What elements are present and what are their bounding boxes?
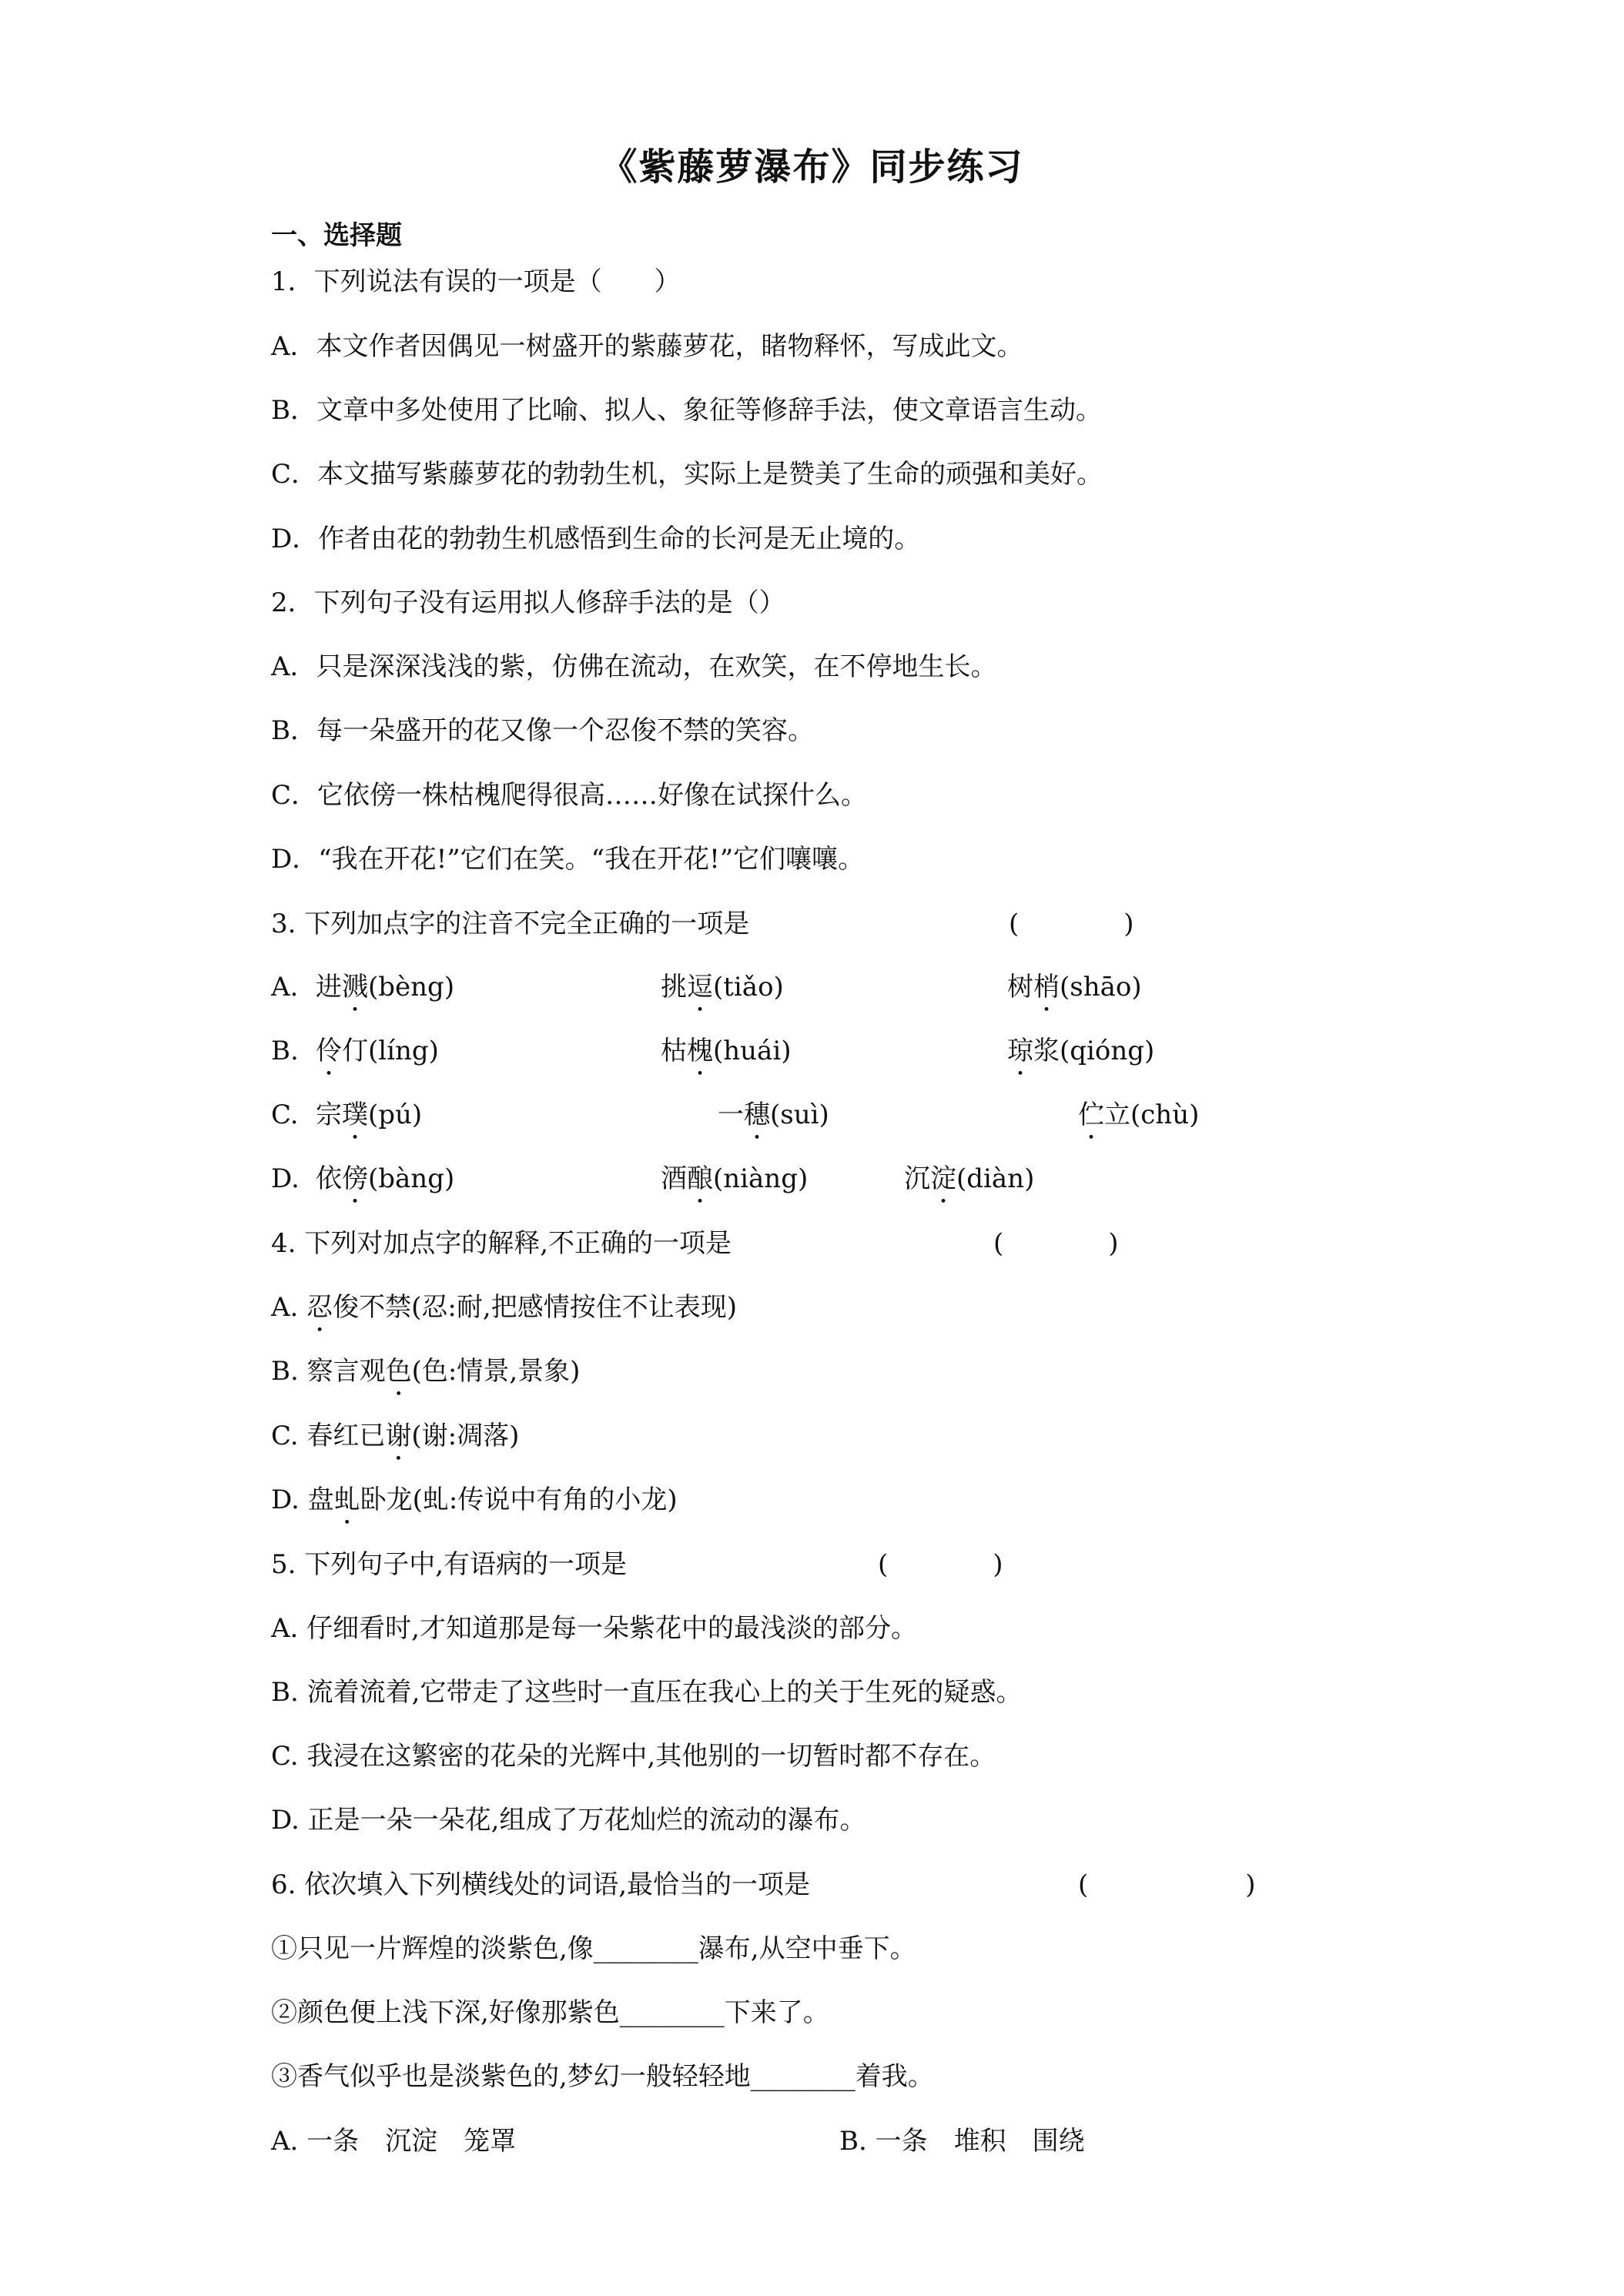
question-2-option-b: B．每一朵盛开的花又像一个忍俊不禁的笑容。 (271, 715, 814, 746)
question-6-stem: 6. 依次填入下列横线处的词语,最恰当的一项是 (271, 1869, 811, 1900)
emphasis-char: 伶 (316, 1036, 342, 1066)
question-3-option-b-word-1: 伶仃(líng) (316, 1036, 439, 1066)
question-1-option-b: B．文章中多处使用了比喻、拟人、象征等修辞手法，使文章语言生动。 (271, 395, 1102, 426)
question-6-answer-blank: ( ) (1078, 1869, 1256, 1900)
question-3-option-a-word-2: 挑逗(tiǎo) (661, 972, 784, 1002)
emphasis-char: 穗 (744, 1099, 770, 1130)
question-3-option-c-word-3: 伫立(chù) (1078, 1099, 1200, 1130)
question-3-option-d-word-1: 依傍(bàng) (316, 1163, 455, 1194)
question-2-option-d: D．“我在开花!”它们在笑。“我在开花!”它们嚷嚷。 (271, 844, 865, 875)
emphasis-char: 溅 (342, 972, 368, 1002)
emphasis-char: 虬 (333, 1484, 360, 1515)
question-3-option-a-label: A. (271, 972, 299, 1002)
question-1-stem: 1．下列说法有误的一项是（ ） (271, 266, 681, 297)
question-6-sentence-3: ③香气似乎也是淡紫色的,梦幻一般轻轻地________着我。 (271, 2061, 934, 2092)
question-3-option-b-word-3: 琼浆(qióng) (1007, 1036, 1155, 1066)
question-4-option-d: D. 盘虬卧龙(虬:传说中有角的小龙) (271, 1484, 678, 1515)
question-4-option-a: A. 忍俊不禁(忍:耐,把感情按住不让表现) (271, 1292, 737, 1323)
question-5-answer-blank: ( ) (878, 1549, 1003, 1580)
question-2-option-a: A．只是深深浅浅的紫，仿佛在流动，在欢笑，在不停地生长。 (271, 651, 997, 682)
question-3-option-a-word-1: 进溅(bèng) (316, 972, 455, 1002)
section-heading: 一、选择题 (271, 220, 402, 251)
question-4-option-c: C. 春红已谢(谢:凋落) (271, 1421, 520, 1451)
question-6-option-b: B. 一条 堆积 围绕 (839, 2126, 1085, 2157)
question-4-stem: 4. 下列对加点字的解释,不正确的一项是 (271, 1228, 732, 1259)
question-1-option-c: C．本文描写紫藤萝花的勃勃生机，实际上是赞美了生命的顽强和美好。 (271, 459, 1103, 490)
question-6-sentence-1: ①只见一片辉煌的淡紫色,像________瀑布,从空中垂下。 (271, 1933, 916, 1964)
question-5-option-c: C. 我浸在这繁密的花朵的光辉中,其他别的一切暂时都不存在。 (271, 1741, 996, 1772)
question-3-option-d-word-2: 酒酿(niàng) (661, 1163, 809, 1194)
question-3-option-b-label: B. (271, 1036, 299, 1066)
question-5-option-b: B. 流着流着,它带走了这些时一直压在我心上的关于生死的疑惑。 (271, 1677, 1023, 1708)
question-3-option-c-word-1: 宗璞(pú) (316, 1099, 423, 1130)
emphasis-char: 璞 (342, 1099, 368, 1130)
question-2-stem: 2．下列句子没有运用拟人修辞手法的是（） (271, 587, 785, 618)
emphasis-char: 淀 (930, 1163, 956, 1194)
emphasis-char: 酿 (687, 1163, 713, 1194)
emphasis-char: 谢 (385, 1421, 412, 1451)
question-3-option-a-word-3: 树梢(shāo) (1007, 972, 1142, 1002)
emphasis-char: 忍 (306, 1292, 333, 1323)
question-3-option-d-word-3: 沉淀(diàn) (904, 1163, 1035, 1194)
emphasis-char: 槐 (687, 1036, 713, 1066)
question-3-stem: 3. 下列加点字的注音不完全正确的一项是 (271, 909, 750, 939)
emphasis-char: 梢 (1033, 972, 1060, 1002)
emphasis-char: 伫 (1078, 1099, 1104, 1130)
question-6-option-a: A. 一条 沉淀 笼罩 (271, 2126, 517, 2157)
question-3-option-c-label: C. (271, 1099, 299, 1130)
emphasis-char: 傍 (342, 1163, 368, 1194)
question-1-option-d: D．作者由花的勃勃生机感悟到生命的长河是无止境的。 (271, 524, 921, 554)
question-1-option-a: A．本文作者因偶见一树盛开的紫藤萝花，睹物释怀，写成此文。 (271, 331, 1023, 362)
question-3-option-d-label: D. (271, 1163, 300, 1194)
question-3-option-c-word-2: 一穗(suì) (718, 1099, 829, 1130)
question-4-answer-blank: ( ) (993, 1228, 1119, 1259)
question-5-option-d: D. 正是一朵一朵花,组成了万花灿烂的流动的瀑布。 (271, 1805, 866, 1836)
question-3-answer-blank: ( ) (1009, 909, 1134, 939)
emphasis-char: 琼 (1007, 1036, 1033, 1066)
question-6-sentence-2: ②颜色便上浅下深,好像那紫色________下来了。 (271, 1997, 829, 2028)
emphasis-char: 逗 (687, 972, 713, 1002)
question-2-option-c: C．它依傍一株枯槐爬得很高……好像在试探什么。 (271, 780, 868, 811)
page-title: 《紫藤萝瀑布》同步练习 (600, 146, 1024, 189)
question-5-option-a: A. 仔细看时,才知道那是每一朵紫花中的最浅淡的部分。 (271, 1613, 917, 1644)
question-4-option-b: B. 察言观色(色:情景,景象) (271, 1356, 581, 1387)
question-3-option-b-word-2: 枯槐(huái) (661, 1036, 792, 1066)
question-5-stem: 5. 下列句子中,有语病的一项是 (271, 1549, 628, 1580)
emphasis-char: 色 (385, 1356, 412, 1387)
